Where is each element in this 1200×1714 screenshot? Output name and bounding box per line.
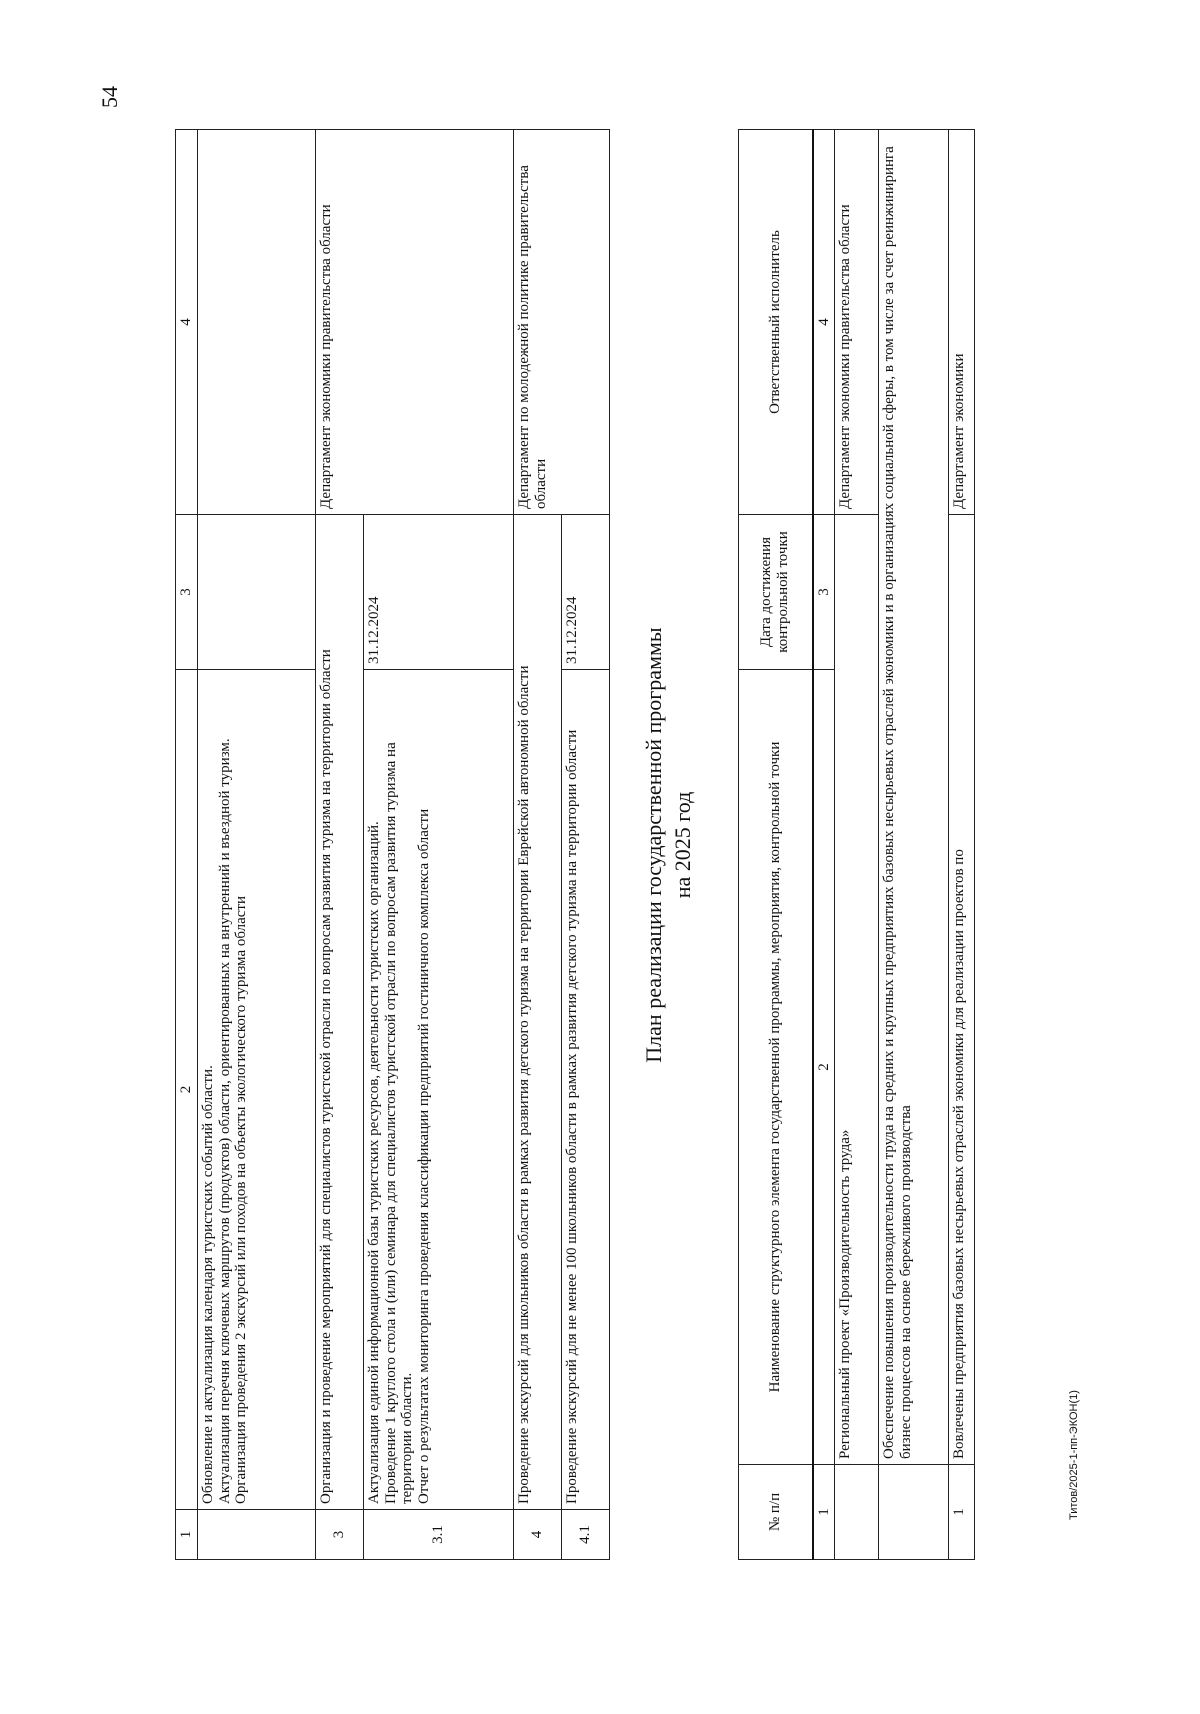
plan-title-line1: План реализации государственной программы — [641, 627, 666, 1063]
table-row — [835, 130, 879, 1560]
rotated-sheet — [0, 130, 1050, 1560]
row-description — [197, 670, 315, 1510]
row-responsible: Департамент по молодежной политике правительства области — [513, 130, 609, 515]
description-line: Отчет о результатах мониторинга проведения классификации предприятий гостиничного комплекса области — [416, 808, 433, 1504]
row-date: 31.12.2024 — [561, 515, 609, 670]
table-row — [949, 130, 975, 1560]
row-date: 31.12.2024 — [363, 515, 513, 670]
row-number — [879, 1465, 949, 1560]
row-description — [363, 670, 513, 1510]
row-responsible: Департамент экономики — [949, 130, 975, 515]
plan-table — [738, 129, 975, 1560]
row-number: 3 — [315, 1510, 363, 1560]
table-row — [315, 130, 363, 1560]
row-description: Организация и проведение мероприятий для специалистов туристской отрасли по вопросам развития туризма на территории области — [315, 515, 363, 1510]
plan-title-line2: на 2025 год — [669, 791, 695, 899]
col-number: 1 — [176, 1510, 198, 1560]
col-number: 2 — [176, 670, 198, 1510]
events-table — [175, 129, 610, 1560]
row-responsible: Департамент экономики правительства области — [315, 130, 513, 515]
header-cell: № п/п — [739, 1465, 813, 1560]
col-number: 4 — [813, 130, 835, 515]
page-number: 54 — [97, 86, 122, 108]
row-number: 4 — [513, 1510, 561, 1560]
description-line: Актуализация перечня ключевых маршрутов (продуктов) области, ориентированных на внутренний и въездной туризм. — [216, 738, 233, 1504]
column-number-row — [813, 130, 835, 1560]
row-description: Проведение экскурсий для не менее 100 школьников области в рамках развития детского туризма на территории области — [561, 670, 609, 1510]
col-number: 4 — [176, 130, 198, 515]
row-date — [197, 515, 315, 670]
row-description: Проведение экскурсий для школьников области в рамках развития детского туризма на территории Еврейской автономной области — [513, 515, 561, 1510]
row-number — [197, 1510, 315, 1560]
table-row — [879, 130, 949, 1560]
header-row — [739, 130, 813, 1560]
col-number: 2 — [813, 670, 835, 1465]
column-number-row — [176, 130, 198, 1560]
goal-description: Обеспечение повышения производительности труда на средних и крупных предприятиях базовых несырьевых отраслей экономики и в организациях социальной сферы, в том числе за счет реинжиниринга бизнес процессов на основе бережливого производства — [879, 130, 949, 1465]
table-row — [197, 130, 315, 1560]
document-code: Титов/2025-1-пп-ЭКОН(1) — [1068, 1390, 1080, 1520]
project-name: Региональный проект «Производительность труда» — [835, 515, 879, 1465]
col-number: 3 — [813, 515, 835, 670]
row-description: Вовлечены предприятия базовых несырьевых отраслей экономики для реализации проектов по — [949, 515, 975, 1465]
description-line: Проведение 1 круглого стола и (или) семинара для специалистов туристской отрасли по вопросам развития туризма на территории области. — [382, 742, 416, 1504]
row-number: 1 — [949, 1465, 975, 1560]
description-line: Актуализация единой информационной базы туристских ресурсов, деятельности туристских организаций. — [365, 821, 382, 1504]
table-row — [513, 130, 561, 1560]
row-number: 4.1 — [561, 1510, 609, 1560]
col-number: 1 — [813, 1465, 835, 1560]
row-number: 3.1 — [363, 1510, 513, 1560]
header-cell: Ответственный исполнитель — [739, 130, 813, 515]
header-cell: Дата достижения контрольной точки — [739, 515, 813, 670]
plan-title — [640, 130, 697, 1560]
row-number — [835, 1465, 879, 1560]
header-cell: Наименование структурного элемента государственной программы, мероприятия, контрольной точки — [739, 670, 813, 1465]
description-line: Организация проведения 2 экскурсий или походов на объекты экологического туризма области — [233, 896, 250, 1504]
row-responsible — [197, 130, 315, 515]
col-number: 3 — [176, 515, 198, 670]
row-responsible: Департамент экономики правительства области — [835, 130, 879, 515]
description-line: Обновление и актуализация календаря туристских событий области. — [199, 1065, 216, 1504]
